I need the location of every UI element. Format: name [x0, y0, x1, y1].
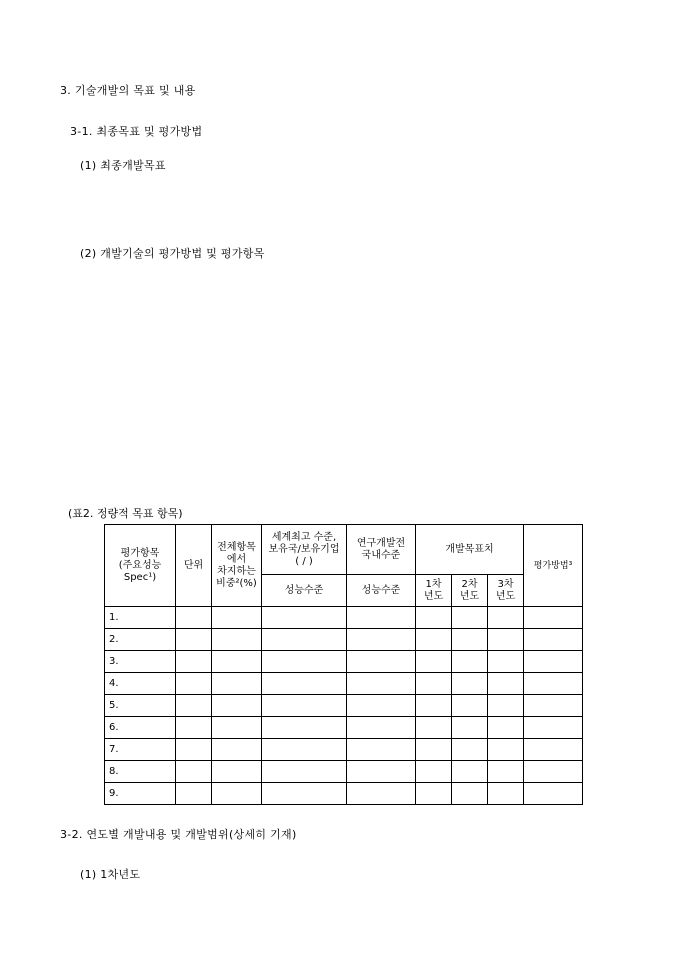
table-row: [105, 739, 583, 761]
table-cell: [488, 761, 524, 783]
table-cell: [452, 783, 488, 805]
header-unit: 단위: [176, 525, 212, 607]
table-cell: [524, 607, 583, 629]
table-cell: [524, 651, 583, 673]
table-row: [105, 695, 583, 717]
row-number: 8.: [105, 761, 176, 783]
table-cell: [452, 629, 488, 651]
table-cell: [524, 761, 583, 783]
table-cell: [488, 739, 524, 761]
table-cell: [488, 695, 524, 717]
section-3-1-heading: 3-1. 최종목표 및 평가방법: [70, 125, 203, 138]
table-cell: [212, 761, 262, 783]
table-cell: [452, 695, 488, 717]
table-cell: [347, 783, 416, 805]
table-cell: [416, 695, 452, 717]
table-cell: [524, 717, 583, 739]
row-number: 5.: [105, 695, 176, 717]
table-cell: [416, 651, 452, 673]
table-cell: [416, 629, 452, 651]
quantitative-target-table: [104, 524, 583, 805]
table-cell: [176, 607, 212, 629]
header-performance-level: 성능수준: [262, 575, 347, 607]
row-number: 4.: [105, 673, 176, 695]
table-cell: [176, 783, 212, 805]
table-cell: [488, 673, 524, 695]
table-cell: [416, 673, 452, 695]
row-number: 1.: [105, 607, 176, 629]
row-number: 9.: [105, 783, 176, 805]
header-year-1: 1차 년도: [416, 575, 452, 607]
header-performance-level-domestic: 성능수준: [347, 575, 416, 607]
table-cell: [262, 673, 347, 695]
header-dev-target: 개발목표치: [416, 525, 524, 575]
table-cell: [176, 651, 212, 673]
table-cell: [524, 673, 583, 695]
table-cell: [212, 783, 262, 805]
table-cell: [347, 673, 416, 695]
table-cell: [416, 761, 452, 783]
table-row: [105, 607, 583, 629]
table-cell: [524, 739, 583, 761]
table-row: [105, 761, 583, 783]
row-number: 6.: [105, 717, 176, 739]
header-world-best: 세계최고 수준, 보유국/보유기업 ( / ): [262, 525, 347, 575]
table-row: [105, 783, 583, 805]
table-row: [105, 717, 583, 739]
table-cell: [347, 629, 416, 651]
table-cell: [212, 651, 262, 673]
table-cell: [212, 717, 262, 739]
final-target-heading: (1) 최종개발목표: [80, 159, 166, 172]
table-row: [105, 673, 583, 695]
table-cell: [262, 783, 347, 805]
table-cell: [524, 783, 583, 805]
table-cell: [452, 717, 488, 739]
table-cell: [262, 607, 347, 629]
header-weight: 전체항목 에서 차지하는 비중²(%): [212, 525, 262, 607]
table-cell: [347, 695, 416, 717]
table-cell: [262, 761, 347, 783]
table-cell: [416, 783, 452, 805]
table-cell: [452, 607, 488, 629]
header-year-2: 2차 년도: [452, 575, 488, 607]
header-domestic: 연구개발전 국내수준: [347, 525, 416, 575]
table-caption: (표2. 정량적 목표 항목): [68, 507, 183, 520]
table-cell: [176, 673, 212, 695]
header-year-3: 3차 년도: [488, 575, 524, 607]
table-cell: [176, 717, 212, 739]
table-cell: [347, 761, 416, 783]
row-number: 2.: [105, 629, 176, 651]
section-3-2-heading: 3-2. 연도별 개발내용 및 개발범위(상세히 기재): [60, 828, 297, 841]
table-cell: [488, 783, 524, 805]
table-cell: [347, 607, 416, 629]
table-cell: [347, 739, 416, 761]
table-cell: [416, 717, 452, 739]
section-3-heading: 3. 기술개발의 목표 및 내용: [60, 84, 196, 97]
table-cell: [452, 673, 488, 695]
table-cell: [488, 651, 524, 673]
table-cell: [347, 651, 416, 673]
table-cell: [212, 607, 262, 629]
table-cell: [262, 651, 347, 673]
header-eval-method: 평가방법³: [524, 525, 583, 607]
table-cell: [212, 673, 262, 695]
table-cell: [524, 695, 583, 717]
table-row: [105, 651, 583, 673]
table-cell: [212, 739, 262, 761]
table-cell: [262, 739, 347, 761]
evaluation-method-heading: (2) 개발기술의 평가방법 및 평가항목: [80, 247, 265, 260]
table-cell: [262, 717, 347, 739]
table-cell: [176, 629, 212, 651]
header-eval-item: 평가항목 (주요성능 Spec¹): [105, 525, 176, 607]
table-cell: [488, 607, 524, 629]
table-cell: [488, 717, 524, 739]
table-cell: [212, 629, 262, 651]
table-cell: [176, 739, 212, 761]
table-cell: [176, 695, 212, 717]
table-cell: [262, 629, 347, 651]
table-cell: [524, 629, 583, 651]
year-1-heading: (1) 1차년도: [80, 868, 141, 881]
row-number: 3.: [105, 651, 176, 673]
table-row: [105, 629, 583, 651]
table-cell: [416, 739, 452, 761]
table-cell: [176, 761, 212, 783]
table-cell: [452, 651, 488, 673]
table-cell: [347, 717, 416, 739]
table-cell: [452, 761, 488, 783]
row-number: 7.: [105, 739, 176, 761]
table-cell: [452, 739, 488, 761]
table-cell: [488, 629, 524, 651]
table-cell: [212, 695, 262, 717]
table-cell: [262, 695, 347, 717]
table-cell: [416, 607, 452, 629]
